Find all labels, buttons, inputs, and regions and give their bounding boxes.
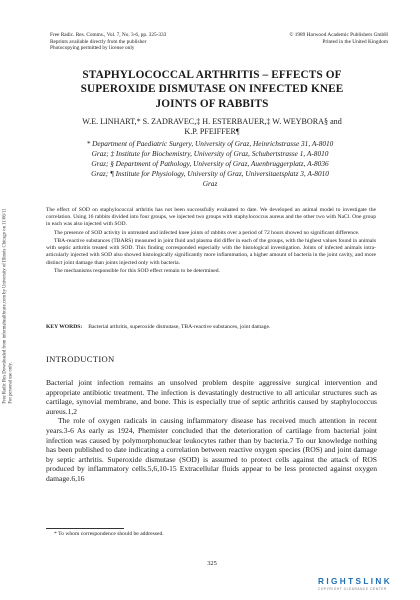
affiliations xyxy=(60,139,360,189)
section-heading-introduction: INTRODUCTION xyxy=(46,354,115,364)
author-list xyxy=(30,117,394,138)
abstract-paragraph: The mechanisms responsible for this SOD effect remain to be determined. xyxy=(54,268,220,275)
author-line: K.P. PFEIFFER¶ xyxy=(184,127,240,137)
download-note-line: Free Radic Res Downloaded from informahealthcare.com by University of Illinois Chicago on 11/06/11 xyxy=(2,208,8,404)
affiliation-line: Graz; § Department of Pathology, University of Graz, Auenbruggerplatz, A-8036 xyxy=(91,159,329,168)
abstract xyxy=(46,207,376,277)
footnote-rule xyxy=(46,528,124,529)
personal-use-line: For personal use only. xyxy=(8,362,13,404)
abstract-paragraph: The presence of SOD activity in untreated and infected knee joints of rabbits over a period of 72 hours showed no significant difference. xyxy=(54,229,360,236)
running-header-left xyxy=(50,32,250,52)
affiliation-line: Graz xyxy=(202,179,218,188)
abstract-paragraph: TBA-reactive substances (TBARS) measured in joint fluid and plasma did differ in each of the groups, with the highest values found in animals with septic arthritis treated with SOD. This finding corresponded especially with the histological investigation. Joints of infected animals intra-articularly injected with SOD also showed histologically significantly more inflammation, a higher amount of bacteria in the joint cavity, and more distinct joint damage than joints injected only with bacteria. xyxy=(46,238,376,266)
title-line: JOINTS OF RABBITS xyxy=(155,97,269,110)
affiliation-line: Graz; ¶ Institute for Physiology, University of Graz, Universitaetsplatz 3, A-8010 xyxy=(91,169,329,178)
printed-line: Printed in the United Kingdom xyxy=(322,38,388,45)
rightslink-wordmark: RIGHTSLINK xyxy=(318,577,393,586)
body-paragraph: Bacterial joint infection remains an unsolved problem despite aggressive surgical intervention and appropriate antibiotic treatment. The infection is devastatingly destructive to all articular structures such as cartilage, synovial membrane, and bone. This is especially true of septic arthritis caused by staphylococcus aureus.1,2 xyxy=(46,378,377,416)
abstract-paragraph: The effect of SOD on staphylococcal arthritis has not been successfully evaluated to date. We developed an animal model to investigate the correlation. Using 16 rabbits divided into four groups, we injected two groups with staphylococcus aureus and the other two with NaCl. One group in each was also injected with SOD. xyxy=(46,207,376,228)
introduction-body xyxy=(46,378,377,484)
paper-title xyxy=(30,68,394,111)
photocopying-line: Photocopying permitted by license only xyxy=(50,45,135,52)
running-header-right xyxy=(238,32,388,45)
rightslink-logo[interactable] xyxy=(318,577,402,593)
author-line: W.E. LINHART,* S. ZADRAVEC,‡ H. ESTERBAUER,‡ W. WEYBORA§ and xyxy=(82,117,342,126)
affiliation-line: * Department of Paediatric Surgery, University of Graz, Heinrichstrasse 31, A-8010 xyxy=(86,139,334,148)
keywords xyxy=(46,324,376,331)
correspondence-footnote: * To whom correspondence should be addressed. xyxy=(54,531,164,537)
copyright-line: © 1989 Harwood Academic Publishers GmbH xyxy=(289,32,388,38)
title-line: STAPHYLOCOCCAL ARTHRITIS – EFFECTS OF xyxy=(82,69,342,81)
reprints-line: Reprints available directly from the publisher xyxy=(50,38,147,45)
affiliation-line: Graz; ‡ Institute for Biochemistry, University of Graz, Schubertstrasse 1, A-8010 xyxy=(91,149,329,158)
keywords-label: KEY WORDS: xyxy=(46,324,83,330)
title-line: SUPEROXIDE DISMUTASE ON INFECTED KNEE xyxy=(80,83,344,96)
page-number: 325 xyxy=(207,560,217,567)
journal-citation-line: Free Radic. Res. Comms., Vol. 7, No. 3-6, pp. 325-333 xyxy=(50,32,167,38)
body-paragraph: The role of oxygen radicals in causing inflammatory disease has received much attention in recent years.3-6 As early as 1924, Phemister concluded that the deterioration of cartilage from bacterial joint infection was caused by polymorphonuclear leukocytes rather than by bacteria.7 To our knowledge nothing has been published to date indicating a correlation between reactive oxygen species (ROS) and joint damage by septic arthritis. Superoxide dismutase (SOD) is assumed to protect cells against the attack of ROS produced by inflammatory cells.5,6,10-15 Extracellular fluids appear to be less protected against oxygen damage.6,16 xyxy=(46,416,377,483)
rightslink-tagline: COPYRIGHT CLEARANCE CENTER xyxy=(318,587,387,591)
keywords-text: Bacterial arthritis, superoxide dismutase, TBA-reactive substances, joint damage. xyxy=(88,324,271,330)
download-watermark-note xyxy=(2,204,13,404)
